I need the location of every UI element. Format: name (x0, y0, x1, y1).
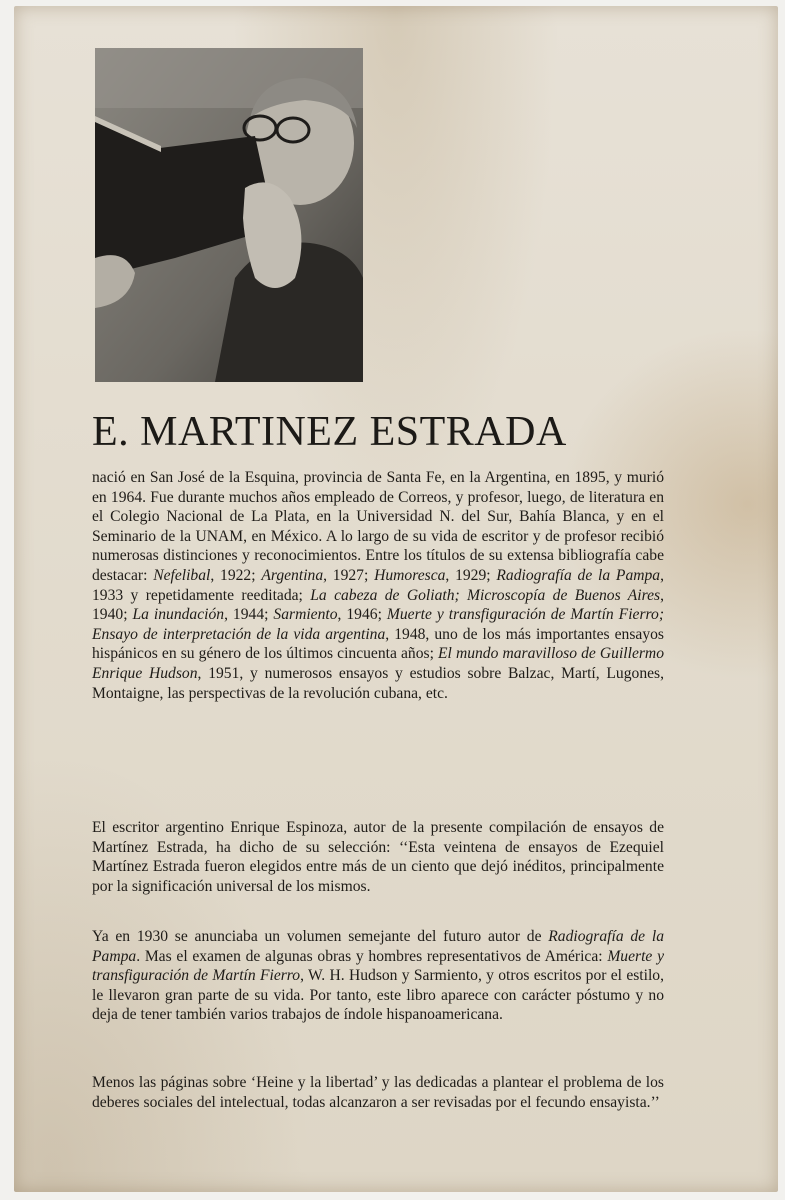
author-name-heading: E. MARTINEZ ESTRADA (92, 409, 567, 455)
title-italic-run: Muerte y transfiguración de Martín Fierro; Ensayo de interpretación de la vida argentina (92, 606, 665, 643)
author-photo (95, 48, 363, 382)
text-run: El escritor argentino Enrique Espinoza, autor de la presente compilación de ensayos de Martínez Estrada, ha dicho de su selección: ‘‘Esta veintena de ensayos de Ezequiel Martínez Estrada fueron elegidos entre más de un ciento que dejó inéditos, principalmente por la significación universal de los mismos. (92, 819, 664, 895)
revision-note-paragraph (92, 1073, 664, 1112)
text-run: , 1922; (210, 566, 262, 584)
text-run: , 1927; (323, 566, 375, 584)
title-italic-run: La cabeza de Goliath; Microscopía de Buenos Aires (310, 586, 661, 604)
text-run: , 1933 y repetidamente reeditada; (92, 566, 665, 604)
text-run: , 1929; (445, 566, 497, 584)
author-biography (92, 468, 664, 703)
title-italic-run: Sarmiento (273, 606, 338, 624)
title-italic-run: Radiografía de la Pampa (92, 928, 664, 965)
text-run: Menos las páginas sobre ‘Heine y la libertad’ y las dedicadas a plantear el problema de los deberes sociales del intelectual, todas alcanzaron a ser revisadas por el fecundo ensayista.’’ (92, 1074, 664, 1111)
history-paragraph (92, 927, 664, 1025)
text-run: . Mas el examen de algunas obras y hombres representativos de América: (136, 947, 608, 965)
title-italic-run: Muerte y transfiguración de Martín Fierro (92, 947, 664, 985)
title-italic-run: Nefelibal (153, 566, 211, 584)
text-run: nació en San José de la Esquina, provincia de Santa Fe, en la Argentina, en 1895, y murió en 1964. Fue durante muchos años empleado de Correos, y profesor, luego, de literatura en el Colegio Nacional de La Plata, en la Universidad N. del Sur, Bahía Blanca, y en el Seminario de la UNAM, en México. A lo largo de su vida de escritor y de profesor recibió numerosas distinciones y reconocimientos. Entre los títulos de su extensa bibliografía cabe destacar: (92, 469, 664, 584)
text-run: Ya en 1930 se anunciaba un volumen semejante del futuro autor de (92, 928, 549, 945)
selection-quote-paragraph (92, 818, 664, 896)
title-italic-run: La inundación (132, 606, 225, 624)
text-run: , W. H. Hudson y Sarmiento, y otros escritos por el estilo, le llevaron gran parte de su vida. Por tanto, este libro aparece con carácter póstumo y no deja de tener también varios trabajos de índole hispanoamericana. (92, 967, 664, 1024)
title-italic-run: Argentina (261, 566, 324, 584)
text-run: , 1940; (92, 586, 664, 624)
title-italic-run: Humoresca (374, 566, 446, 584)
text-run: , 1951, y numerosos ensayos y estudios sobre Balzac, Martí, Lugones, Montaigne, las perspectivas de la revolución cubana, etc. (92, 664, 665, 702)
title-italic-run: Radiografía de la Pampa (496, 566, 661, 584)
text-run: , 1946; (337, 606, 387, 624)
title-italic-run: El mundo maravilloso de Guillermo Enrique Hudson (92, 645, 664, 682)
text-run: , 1948, uno de los más importantes ensayos hispánicos en su género de los últimos cincuenta años; (92, 625, 664, 663)
text-run: , 1944; (224, 606, 274, 624)
